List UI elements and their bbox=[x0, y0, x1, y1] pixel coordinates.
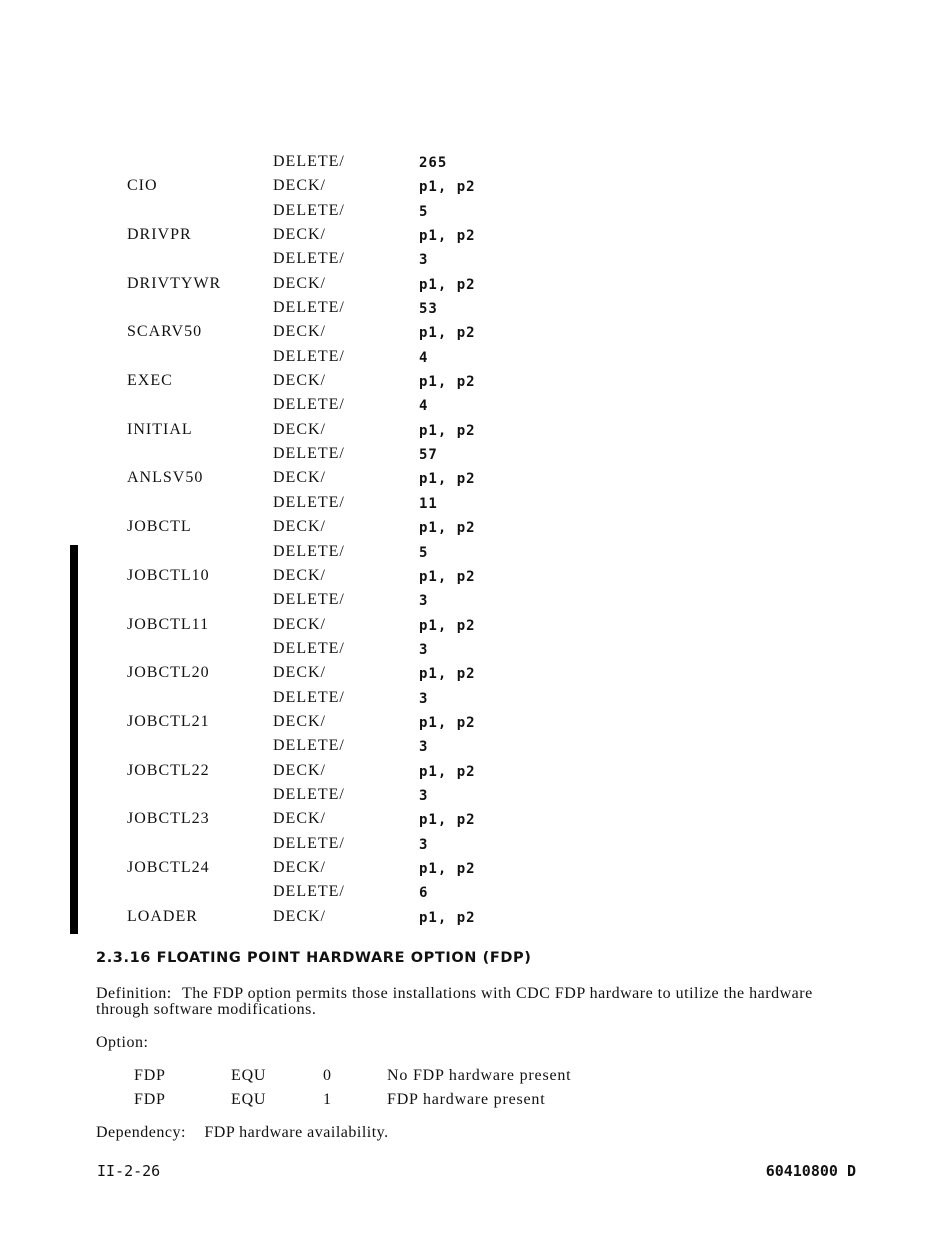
deck-row bbox=[0, 296, 950, 320]
deck-row bbox=[0, 588, 950, 612]
deck-row bbox=[0, 540, 950, 564]
directive-value: 3 bbox=[419, 787, 429, 804]
directive-value: p1, p2 bbox=[419, 909, 476, 926]
dependency-label: Dependency: bbox=[96, 1124, 186, 1141]
directive-value: 5 bbox=[419, 203, 429, 220]
deck-row bbox=[0, 345, 950, 369]
option-label: Option: bbox=[96, 1034, 149, 1051]
directive-name: DECK/ bbox=[273, 858, 326, 876]
module-name: CIO bbox=[127, 177, 158, 195]
deck-row bbox=[0, 807, 950, 831]
directive-value: p1, p2 bbox=[419, 812, 476, 829]
directive-name: DECK/ bbox=[273, 907, 326, 925]
directive-name: DECK/ bbox=[273, 566, 326, 584]
option-operator: EQU bbox=[231, 1067, 267, 1084]
module-name: JOBCTL24 bbox=[127, 858, 210, 876]
option-value: 0 bbox=[323, 1067, 332, 1084]
directive-value: 11 bbox=[419, 495, 438, 512]
option-name: FDP bbox=[134, 1091, 166, 1108]
deck-row bbox=[0, 418, 950, 442]
deck-row bbox=[0, 759, 950, 783]
module-name: INITIAL bbox=[127, 420, 193, 438]
deck-row bbox=[0, 442, 950, 466]
deck-row bbox=[0, 783, 950, 807]
directive-value: p1, p2 bbox=[419, 520, 476, 537]
directive-name: DECK/ bbox=[273, 712, 326, 730]
deck-directive-table bbox=[0, 150, 950, 929]
directive-name: DELETE/ bbox=[273, 883, 345, 901]
definition-label: Definition: bbox=[96, 985, 172, 1002]
directive-name: DECK/ bbox=[273, 810, 326, 828]
directive-value: p1, p2 bbox=[419, 325, 476, 342]
directive-value: p1, p2 bbox=[419, 228, 476, 245]
directive-name: DELETE/ bbox=[273, 153, 345, 170]
deck-row bbox=[0, 174, 950, 198]
deck-row bbox=[0, 637, 950, 661]
directive-name: DECK/ bbox=[273, 372, 326, 390]
deck-row bbox=[0, 710, 950, 734]
directive-value: p1, p2 bbox=[419, 763, 476, 780]
directive-name: DECK/ bbox=[273, 469, 326, 487]
dependency-text: FDP hardware availability. bbox=[204, 1124, 389, 1141]
deck-row bbox=[0, 369, 950, 393]
directive-name: DELETE/ bbox=[273, 688, 345, 706]
document-number: 60410800 D bbox=[765, 1162, 856, 1180]
directive-name: DELETE/ bbox=[273, 347, 345, 365]
directive-name: DELETE/ bbox=[273, 201, 345, 219]
directive-value: p1, p2 bbox=[419, 617, 476, 634]
directive-value: p1, p2 bbox=[419, 374, 476, 391]
option-operator: EQU bbox=[231, 1091, 267, 1108]
deck-row bbox=[0, 247, 950, 271]
option-value: 1 bbox=[323, 1091, 332, 1108]
option-description: FDP hardware present bbox=[387, 1091, 546, 1108]
directive-value: p1, p2 bbox=[419, 179, 476, 196]
directive-name: DECK/ bbox=[273, 177, 326, 195]
deck-row bbox=[0, 613, 950, 637]
deck-row bbox=[0, 393, 950, 417]
directive-name: DECK/ bbox=[273, 518, 326, 536]
directive-value: 3 bbox=[419, 690, 429, 707]
directive-value: p1, p2 bbox=[419, 276, 476, 293]
directive-name: DECK/ bbox=[273, 420, 326, 438]
module-name: EXEC bbox=[127, 372, 173, 390]
module-name: JOBCTL20 bbox=[127, 664, 210, 682]
directive-value: 265 bbox=[419, 155, 448, 171]
directive-value: 5 bbox=[419, 544, 429, 561]
directive-value: p1, p2 bbox=[419, 422, 476, 439]
directive-value: 4 bbox=[419, 349, 429, 366]
deck-row bbox=[0, 564, 950, 588]
deck-row bbox=[0, 880, 950, 904]
directive-name: DECK/ bbox=[273, 615, 326, 633]
directive-name: DELETE/ bbox=[273, 737, 345, 755]
directive-name: DECK/ bbox=[273, 226, 326, 244]
page-number: II-2-26 bbox=[97, 1162, 161, 1180]
option-name: FDP bbox=[134, 1067, 166, 1084]
module-name: JOBCTL10 bbox=[127, 566, 210, 584]
deck-row bbox=[0, 856, 950, 880]
directive-value: 3 bbox=[419, 252, 429, 269]
definition-paragraph bbox=[96, 986, 826, 1018]
deck-row bbox=[0, 272, 950, 296]
directive-value: 4 bbox=[419, 398, 429, 415]
directive-value: p1, p2 bbox=[419, 666, 476, 683]
directive-value: 3 bbox=[419, 836, 429, 853]
deck-row bbox=[0, 832, 950, 856]
directive-name: DELETE/ bbox=[273, 639, 345, 657]
directive-value: 3 bbox=[419, 641, 429, 658]
deck-row bbox=[0, 686, 950, 710]
deck-row bbox=[0, 150, 950, 174]
directive-name: DELETE/ bbox=[273, 493, 345, 511]
option-description: No FDP hardware present bbox=[387, 1067, 572, 1084]
directive-name: DELETE/ bbox=[273, 396, 345, 414]
module-name: DRIVTYWR bbox=[127, 274, 222, 292]
module-name: LOADER bbox=[127, 907, 198, 925]
directive-value: p1, p2 bbox=[419, 860, 476, 877]
deck-row bbox=[0, 905, 950, 929]
directive-name: DECK/ bbox=[273, 761, 326, 779]
deck-row bbox=[0, 734, 950, 758]
directive-name: DECK/ bbox=[273, 323, 326, 341]
directive-name: DELETE/ bbox=[273, 834, 345, 852]
directive-name: DELETE/ bbox=[273, 250, 345, 268]
directive-name: DECK/ bbox=[273, 664, 326, 682]
directive-value: p1, p2 bbox=[419, 714, 476, 731]
directive-value: 57 bbox=[419, 447, 438, 464]
directive-name: DELETE/ bbox=[273, 542, 345, 560]
deck-row bbox=[0, 199, 950, 223]
directive-name: DELETE/ bbox=[273, 785, 345, 803]
option-row bbox=[0, 1091, 950, 1113]
deck-row bbox=[0, 223, 950, 247]
module-name: JOBCTL bbox=[127, 518, 192, 536]
deck-row bbox=[0, 491, 950, 515]
deck-row bbox=[0, 466, 950, 490]
directive-name: DELETE/ bbox=[273, 299, 345, 317]
directive-name: DELETE/ bbox=[273, 445, 345, 463]
option-row bbox=[0, 1067, 950, 1089]
section-heading: 2.3.16 FLOATING POINT HARDWARE OPTION (FDP) bbox=[96, 950, 532, 966]
module-name: ANLSV50 bbox=[127, 469, 204, 487]
directive-value: p1, p2 bbox=[419, 471, 476, 488]
directive-value: 3 bbox=[419, 739, 429, 756]
module-name: JOBCTL11 bbox=[127, 615, 210, 633]
module-name: JOBCTL21 bbox=[127, 712, 210, 730]
deck-row bbox=[0, 320, 950, 344]
directive-value: 3 bbox=[419, 593, 429, 610]
directive-name: DECK/ bbox=[273, 274, 326, 292]
dependency-line bbox=[96, 1124, 389, 1142]
module-name: DRIVPR bbox=[127, 226, 192, 244]
module-name: SCARV50 bbox=[127, 323, 203, 341]
directive-value: 53 bbox=[419, 301, 438, 318]
deck-row bbox=[0, 515, 950, 539]
directive-value: p1, p2 bbox=[419, 568, 476, 585]
directive-value: 6 bbox=[419, 885, 429, 902]
module-name: JOBCTL23 bbox=[127, 810, 210, 828]
deck-row bbox=[0, 661, 950, 685]
directive-name: DELETE/ bbox=[273, 591, 345, 609]
definition-text: The FDP option permits those installations with CDC FDP hardware to utilize the hardware through software modifications. bbox=[96, 985, 813, 1018]
module-name: JOBCTL22 bbox=[127, 761, 210, 779]
